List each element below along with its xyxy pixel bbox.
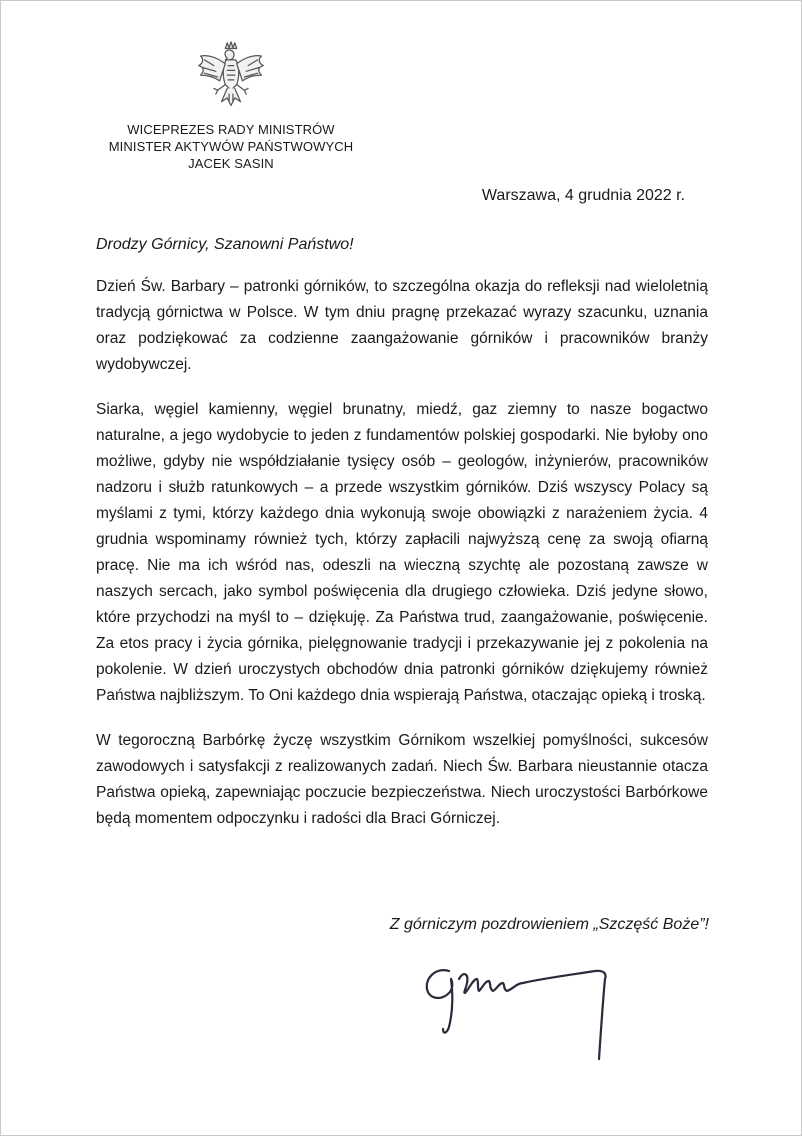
paragraph-1: Dzień Św. Barbary – patronki górników, to szczególna okazja do refleksji nad wieloletnią tradycją górnictwa w Polsce. W tym dniu pragnę przekazać wyrazy szacunku, uznania oraz podziękować za codzienne zaangażowanie górników i pracowników branży wydobywczej. (96, 278, 708, 373)
letterhead (81, 121, 381, 172)
letterhead-ministry-title: MINISTER AKTYWÓW PAŃSTWOWYCH (108, 139, 354, 154)
letter-date: Warszawa, 4 grudnia 2022 r. (481, 187, 685, 204)
letterhead-position-title: WICEPREZES RADY MINISTRÓW (127, 122, 335, 137)
paragraph-2: Siarka, węgiel kamienny, węgiel brunatny, miedź, gaz ziemny to nasze bogactwo naturalne, a jego wydobycie to jeden z fundamentów polskiej gospodarki. Nie byłoby ono możliwe, gdyby nie współdziałanie tysięcy osób – geologów, inżynierów, pracowników nadzoru i służb ratunkowych – a przede wszystkim górników. Dziś wszyscy Polacy są myślami z tymi, którzy każdego dnia wykonują swoje obowiązki z narażeniem życia. 4 grudnia wspominamy również tych, którzy zapłacili najwyższą cenę za swoją ofiarną pracę. Nie ma ich wśród nas, odeszli na wieczną szychtę ale pozostaną zawsze w naszych sercach, jako symbol poświęcenia dla drugiego człowieka. Dziś jedyne słowo, które przychodzi na myśl to – dziękuję. Za Państwa trud, zaangażowanie, poświęcenie. Za etos pracy i życia górnika, pielęgnowanie tradycji i przekazywanie jej z pokolenia na pokolenie. W dzień uroczystych obchodów dnia patronki górników dziękujemy również Państwa najbliższym. To Oni każdego dnia wspierają Państwa, otaczając opieką i troską. (96, 401, 708, 704)
paragraph-3: W tegoroczną Barbórkę życzę wszystkim Górnikom wszelkiej pomyślności, sukcesów zawodowych i satysfakcji z realizowanych zadań. Niech Św. Barbara nieustannie otacza Państwa opieką, zapewniając poczucie bezpieczeństwa. Niech uroczystości Barbórkowe będą momentem odpoczynku i radości dla Braci Górniczej. (96, 732, 708, 827)
letterhead-name: JACEK SASIN (188, 156, 274, 171)
handwritten-signature (419, 949, 619, 1069)
letter-body (96, 274, 708, 851)
polish-eagle-emblem-icon (193, 39, 269, 115)
letter-salutation: Drodzy Górnicy, Szanowni Państwo! (96, 236, 354, 253)
letter-closing: Z górniczym pozdrowieniem „Szczęść Boże”! (389, 916, 709, 933)
